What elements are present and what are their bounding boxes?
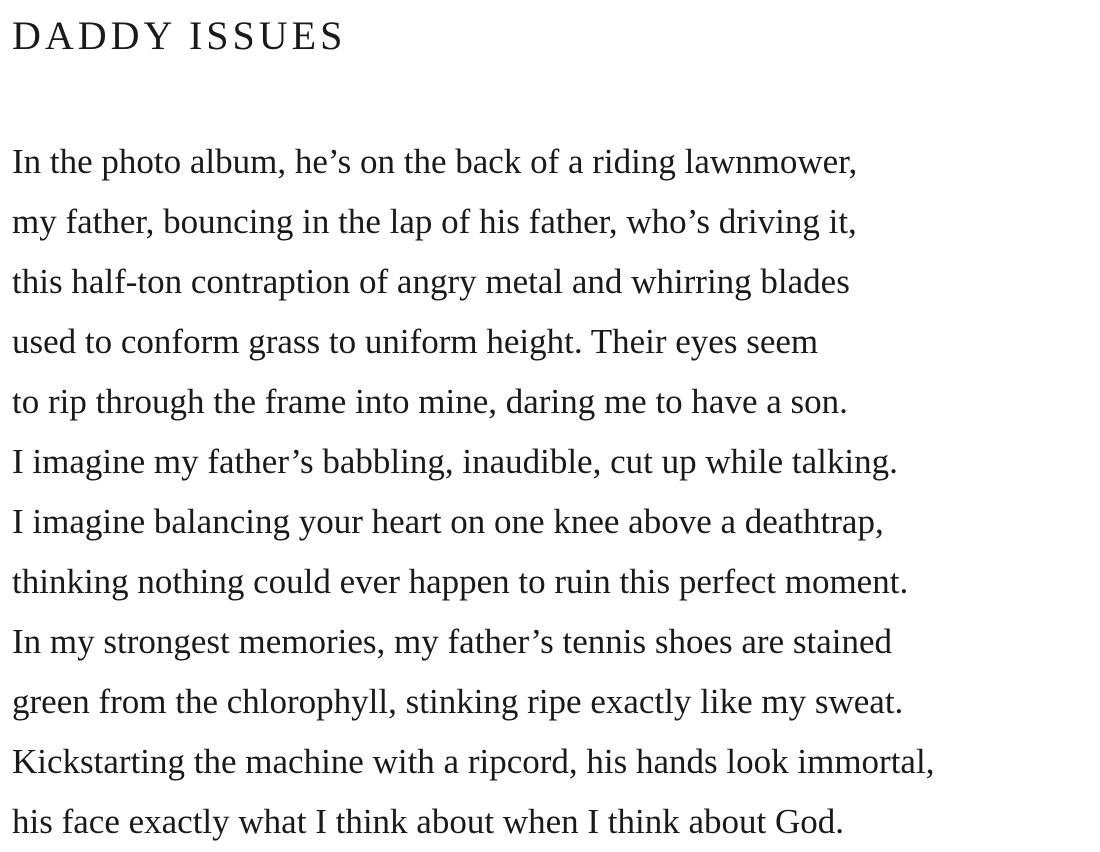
poem-line-7: I imagine balancing your heart on one knee above a deathtrap, bbox=[12, 502, 884, 541]
poem-body bbox=[12, 132, 934, 852]
poem-line-5: to rip through the frame into mine, daring me to have a son. bbox=[12, 382, 848, 421]
poem-line-11: Kickstarting the machine with a ripcord, his hands look immortal, bbox=[12, 742, 935, 781]
poem-line-12: his face exactly what I think about when I think about God. bbox=[12, 802, 845, 841]
poem-line-6: I imagine my father’s babbling, inaudible, cut up while talking. bbox=[12, 442, 898, 481]
poem-line-10: green from the chlorophyll, stinking ripe exactly like my sweat. bbox=[12, 682, 904, 721]
poem-line-2: my father, bouncing in the lap of his father, who’s driving it, bbox=[12, 202, 857, 241]
poem-line-3: this half-ton contraption of angry metal and whirring blades bbox=[12, 262, 850, 301]
poem-line-4: used to conform grass to uniform height. Their eyes seem bbox=[12, 322, 819, 361]
poem-line-9: In my strongest memories, my father’s tennis shoes are stained bbox=[12, 622, 892, 661]
poem-title: DADDY ISSUES bbox=[12, 13, 347, 58]
poem-line-1: In the photo album, he’s on the back of a riding lawnmower, bbox=[12, 142, 858, 181]
poem-line-8: thinking nothing could ever happen to ruin this perfect moment. bbox=[12, 562, 909, 601]
